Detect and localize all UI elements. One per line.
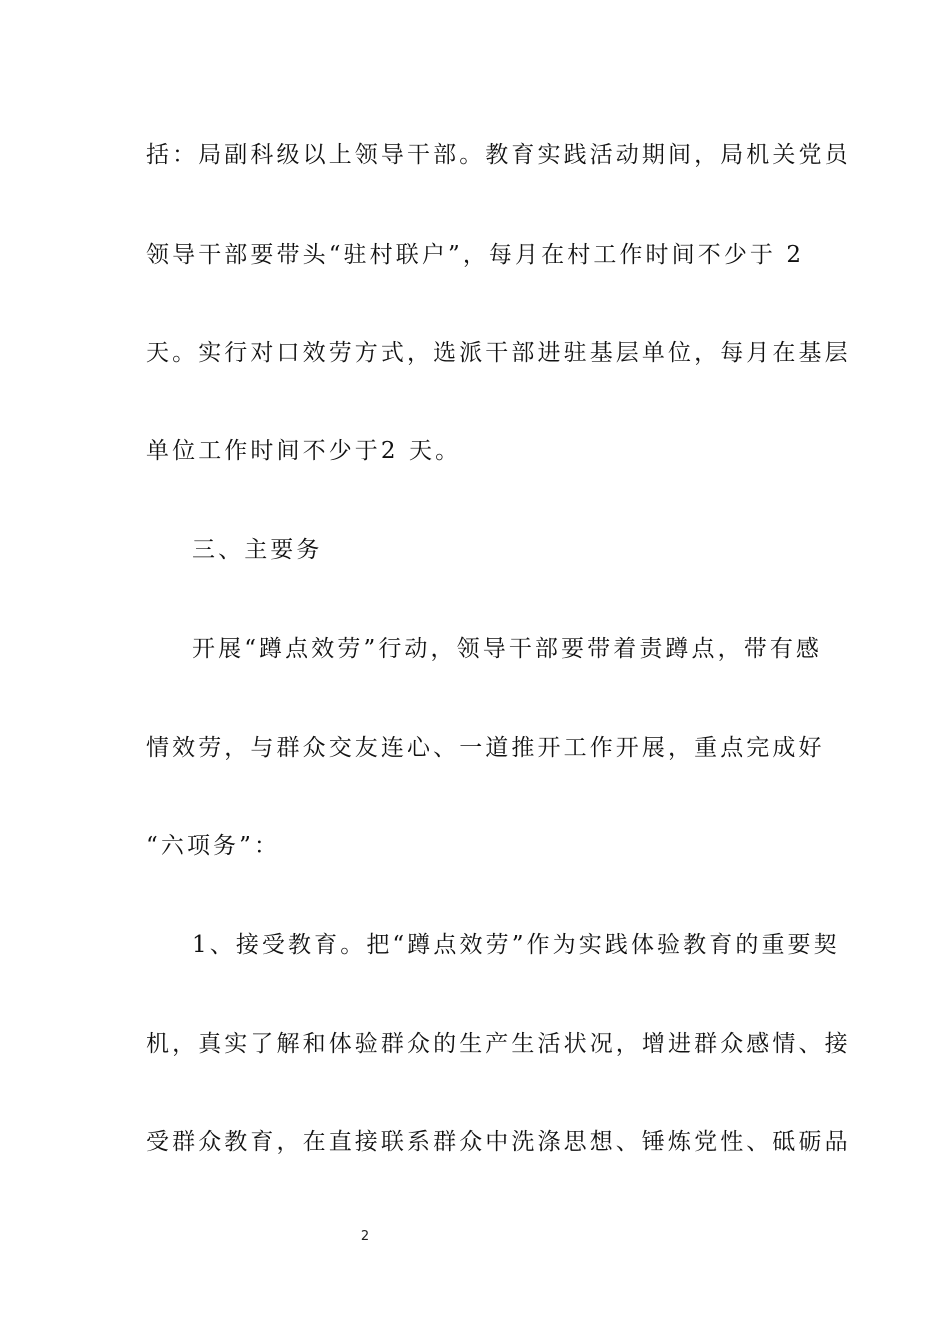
section-heading: 三、主要务 xyxy=(192,537,323,563)
list-item-heading: 1、接受教育。把“蹲点效劳”作为实践体验教育的重要契 xyxy=(192,932,840,958)
body-text-line: 受群众教育，在直接联系群众中洗涤思想、锤炼党性、砥砺品 xyxy=(146,1129,851,1155)
body-text-line: 天。实行对口效劳方式，选派干部进驻基层单位，每月在基层 xyxy=(146,340,851,366)
body-text-line: “六项务”： xyxy=(146,833,281,859)
body-text-line: 领导干部要带头“驻村联户”，每月在村工作时间不少于 2 xyxy=(146,242,805,268)
body-text-line: 括：局副科级以上领导干部。教育实践活动期间，局机关党员 xyxy=(146,142,851,168)
body-text-line: 单位工作时间不少于2 天。 xyxy=(146,438,462,464)
body-text-line: 情效劳，与群众交友连心、一道推开工作开展，重点完成好 xyxy=(146,735,825,761)
page-number: 2 xyxy=(360,1229,370,1244)
body-text-line: 开展“蹲点效劳”行动，领导干部要带着责蹲点，带有感 xyxy=(192,636,823,662)
body-text-line: 机，真实了解和体验群众的生产生活状况，增进群众感情、接 xyxy=(146,1031,851,1057)
